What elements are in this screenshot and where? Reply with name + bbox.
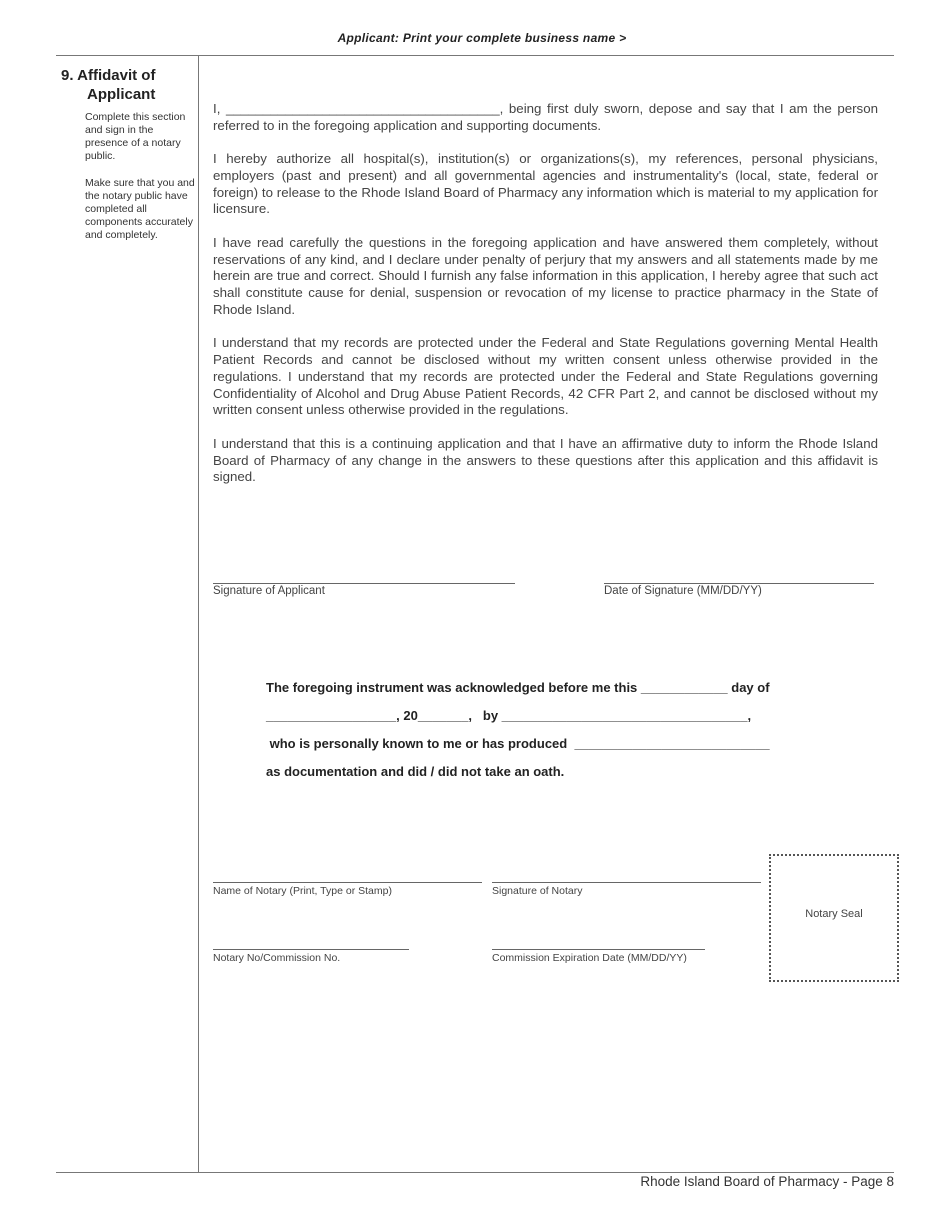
section-reminder: Make sure that you and the notary public have completed all components accurately and completely. [85, 177, 195, 241]
section-title: 9. Affidavit of [61, 67, 156, 84]
column-divider [198, 56, 199, 1172]
page-footer: Rhode Island Board of Pharmacy - Page 8 [640, 1174, 894, 1189]
acknowledgment-line-2: __________________, 20_______, by __________________________________, [266, 708, 752, 723]
authorization-paragraph: I hereby authorize all hospital(s), institution(s) or organizations(s), my references, personal physicians, employers (past and present) and all governmental agencies and instrumentality's (local, state, federal or foreign) to release to the Rhode Island Board of Pharmacy any information which is material to my application for licensure. [213, 151, 878, 217]
notary-signature-line[interactable] [492, 882, 761, 883]
affidavit-oath-paragraph: I, _____________________________________, being first duly sworn, depose and say that I am the person referred to in the foregoing application and supporting documents. [213, 101, 878, 133]
section-title-line2: Applicant [87, 86, 156, 103]
signature-date-line[interactable] [604, 583, 874, 584]
section-instruction: Complete this section and sign in the presence of a notary public. [85, 111, 186, 162]
header-rule [56, 55, 894, 56]
notary-acknowledgment [266, 674, 866, 786]
commission-number-label: Notary No/Commission No. [213, 952, 341, 964]
notary-signature-label: Signature of Notary [492, 885, 583, 897]
notary-seal-label: Notary Seal [805, 908, 863, 920]
continuing-duty-paragraph: I understand that this is a continuing application and that I have an affirmative duty to inform the Rhode Island Board of Pharmacy of any change in the answers to these questions after this application and this affidavit is signed. [213, 435, 878, 485]
notary-seal-box [769, 854, 899, 982]
commission-number-line[interactable] [213, 949, 409, 950]
notary-name-label: Name of Notary (Print, Type or Stamp) [213, 885, 392, 897]
applicant-signature-label: Signature of Applicant [213, 585, 325, 597]
signature-date-label: Date of Signature (MM/DD/YY) [604, 585, 762, 597]
business-name-prompt: Applicant: Print your complete business name > [337, 31, 627, 45]
records-paragraph: I understand that my records are protected under the Federal and State Regulations governing Mental Health Patient Records and cannot be disclosed without my written consent unless otherwise provided in the regulations. I understand that my records are protected under the Federal and State Regulations governing Confidentiality of Alcohol and Drug Abuse Patient Records, 42 CFR Part 2, and cannot be disclosed without my written consent unless otherwise provided in the regulations. [213, 335, 878, 418]
acknowledgment-line-1: The foregoing instrument was acknowledged before me this ____________ day of [266, 680, 770, 695]
commission-expiration-line[interactable] [492, 949, 705, 950]
affidavit-text [213, 101, 878, 503]
notary-name-line[interactable] [213, 882, 482, 883]
applicant-signature-line[interactable] [213, 583, 515, 584]
acknowledgment-line-3: who is personally known to me or has produced ___________________________ [266, 736, 770, 751]
commission-expiration-label: Commission Expiration Date (MM/DD/YY) [492, 952, 687, 964]
acknowledgment-line-4: as documentation and did / did not take an oath. [266, 764, 565, 779]
declaration-paragraph: I have read carefully the questions in the foregoing application and have answered them completely, without reservations of any kind, and I declare under penalty of perjury that my answers and all statements made by me herein are true and correct. Should I furnish any false information in this application, I hereby agree that such act shall constitute cause for denial, suspension or revocation of my license to practice pharmacy in the State of Rhode Island. [213, 234, 878, 317]
footer-rule [56, 1172, 894, 1173]
